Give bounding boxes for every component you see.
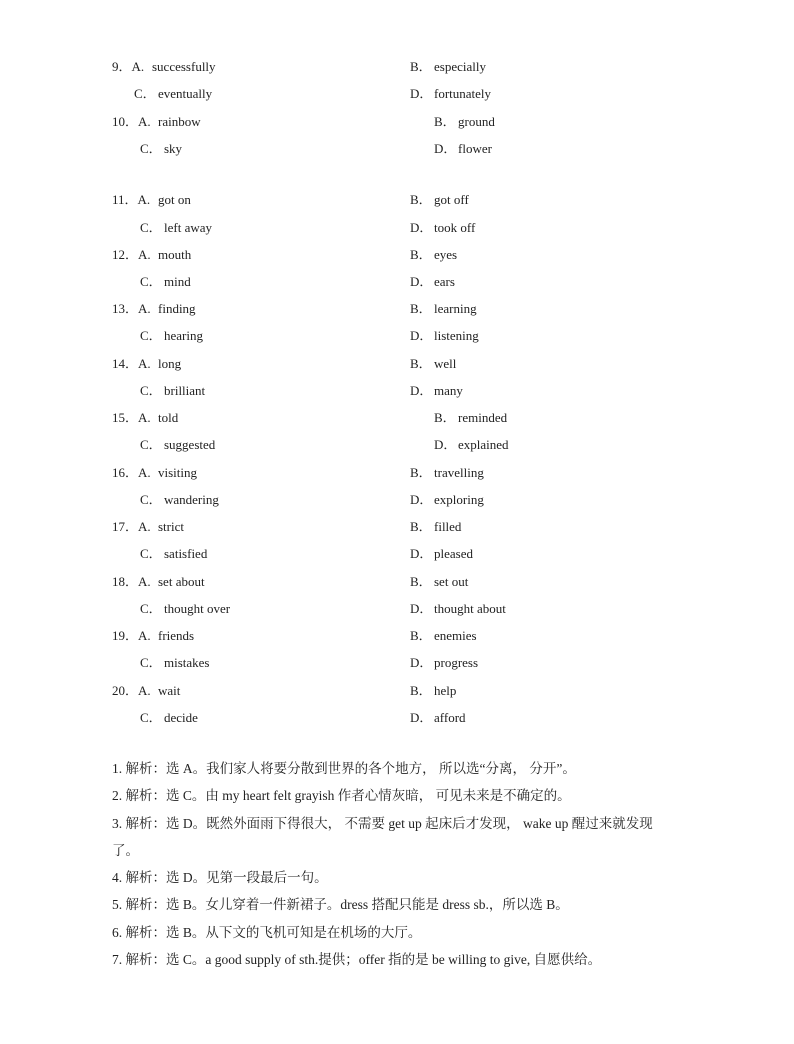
question-number-a: 18．A. xyxy=(112,574,151,589)
option-b-label: B． xyxy=(410,356,432,371)
option-c: satisfied xyxy=(164,546,208,561)
option-c: hearing xyxy=(164,328,203,343)
option-a: mouth xyxy=(158,247,192,262)
option-d-label: D． xyxy=(410,274,433,289)
option-d-label: D． xyxy=(410,710,433,725)
explanation-5: 5. 解析：选 B。女儿穿着一件新裙子。dress 搭配只能是 dress sb.，所以选 B。 xyxy=(112,897,569,912)
question-number-a: 11．A. xyxy=(112,192,151,207)
question-number-a: 14．A. xyxy=(112,356,151,371)
option-b-label: B． xyxy=(410,301,432,316)
option-c-label: C． xyxy=(140,328,162,343)
option-b: reminded xyxy=(458,410,508,425)
explanation-2: 2. 解析：选 C。由 my heart felt grayish 作者心情灰暗， 可见未来是不确定的。 xyxy=(112,788,571,803)
option-b-label: B． xyxy=(410,59,432,74)
option-c: eventually xyxy=(158,86,213,101)
option-a: got on xyxy=(158,192,191,207)
question-number-a: 17．A. xyxy=(112,519,151,534)
option-d: ears xyxy=(434,274,455,289)
option-a: friends xyxy=(158,628,195,643)
question-number-a: 10．A. xyxy=(112,114,151,129)
option-d: listening xyxy=(434,328,479,343)
option-d: pleased xyxy=(434,546,473,561)
option-b-label: B． xyxy=(410,192,432,207)
option-b-label: B． xyxy=(434,410,456,425)
option-d: fortunately xyxy=(434,86,492,101)
option-a: strict xyxy=(158,519,184,534)
option-b-label: B． xyxy=(410,683,432,698)
option-a: rainbow xyxy=(158,114,201,129)
explanation-7: 7. 解析：选 C。a good supply of sth.提供；offer 指的是 be willing to give, 自愿供给。 xyxy=(112,952,602,967)
explanation-3-continued: 了。 xyxy=(112,843,139,858)
option-b-label: B． xyxy=(410,628,432,643)
option-d-label: D． xyxy=(434,437,457,452)
option-d: flower xyxy=(458,141,492,156)
option-c-label: C． xyxy=(140,710,162,725)
option-b: got off xyxy=(434,192,469,207)
option-a: set about xyxy=(158,574,205,589)
option-d-label: D． xyxy=(410,328,433,343)
option-b: filled xyxy=(434,519,462,534)
question-number-a: 13．A. xyxy=(112,301,151,316)
option-d-label: D． xyxy=(410,655,433,670)
option-c-label: C． xyxy=(140,437,162,452)
option-c: wandering xyxy=(164,492,219,507)
option-b: enemies xyxy=(434,628,477,643)
option-b: eyes xyxy=(434,247,458,262)
option-d-label: D． xyxy=(410,86,433,101)
explanation-4: 4. 解析：选 D。见第一段最后一句。 xyxy=(112,870,328,885)
option-d: many xyxy=(434,383,463,398)
option-c: decide xyxy=(164,710,198,725)
option-c-label: C． xyxy=(140,601,162,616)
option-b-label: B． xyxy=(410,519,432,534)
question-number-a: 16．A. xyxy=(112,465,151,480)
option-b: travelling xyxy=(434,465,484,480)
option-b-label: B． xyxy=(434,114,456,129)
question-number-a: 9．A. xyxy=(112,59,145,74)
option-c: mistakes xyxy=(164,655,210,670)
option-b: especially xyxy=(434,59,486,74)
option-b-label: B． xyxy=(410,574,432,589)
option-b: well xyxy=(434,356,457,371)
option-a: wait xyxy=(158,683,181,698)
option-b-label: B． xyxy=(410,247,432,262)
option-d-label: D． xyxy=(410,492,433,507)
option-c-label: C． xyxy=(140,655,162,670)
option-c-label: C． xyxy=(140,383,162,398)
option-d: progress xyxy=(434,655,479,670)
option-a: successfully xyxy=(152,59,216,74)
option-c-label: C． xyxy=(140,220,162,235)
option-c-label: C． xyxy=(140,546,162,561)
option-c: left away xyxy=(164,220,213,235)
option-d: explained xyxy=(458,437,509,452)
option-c: sky xyxy=(164,141,183,156)
option-c: suggested xyxy=(164,437,216,452)
option-d: thought about xyxy=(434,601,506,616)
option-d: exploring xyxy=(434,492,484,507)
option-d-label: D． xyxy=(410,546,433,561)
option-b: ground xyxy=(458,114,495,129)
explanation-1: 1. 解析：选 A。我们家人将要分散到世界的各个地方， 所以选“分离， 分开”。 xyxy=(112,761,576,776)
question-number-a: 20．A. xyxy=(112,683,151,698)
option-a: finding xyxy=(158,301,196,316)
option-c: mind xyxy=(164,274,191,289)
option-b-label: B． xyxy=(410,465,432,480)
question-number-a: 12．A. xyxy=(112,247,151,262)
option-b: set out xyxy=(434,574,469,589)
question-number-a: 19．A. xyxy=(112,628,151,643)
option-c-label: C． xyxy=(134,86,156,101)
option-d: took off xyxy=(434,220,476,235)
option-b: help xyxy=(434,683,457,698)
question-number-a: 15．A. xyxy=(112,410,151,425)
option-d: afford xyxy=(434,710,466,725)
option-d-label: D． xyxy=(410,601,433,616)
explanation-6: 6. 解析：选 B。从下文的飞机可知是在机场的大厅。 xyxy=(112,925,422,940)
option-a: told xyxy=(158,410,179,425)
option-c-label: C． xyxy=(140,492,162,507)
option-a: visiting xyxy=(158,465,198,480)
option-c: brilliant xyxy=(164,383,206,398)
option-d-label: D． xyxy=(434,141,457,156)
option-d-label: D． xyxy=(410,220,433,235)
option-c-label: C． xyxy=(140,141,162,156)
option-d-label: D． xyxy=(410,383,433,398)
option-c-label: C． xyxy=(140,274,162,289)
explanation-3: 3. 解析：选 D。既然外面雨下得很大， 不需要 get up 起床后才发现， wake up 醒过来就发现 xyxy=(112,816,653,831)
option-a: long xyxy=(158,356,182,371)
option-c: thought over xyxy=(164,601,231,616)
option-b: learning xyxy=(434,301,477,316)
